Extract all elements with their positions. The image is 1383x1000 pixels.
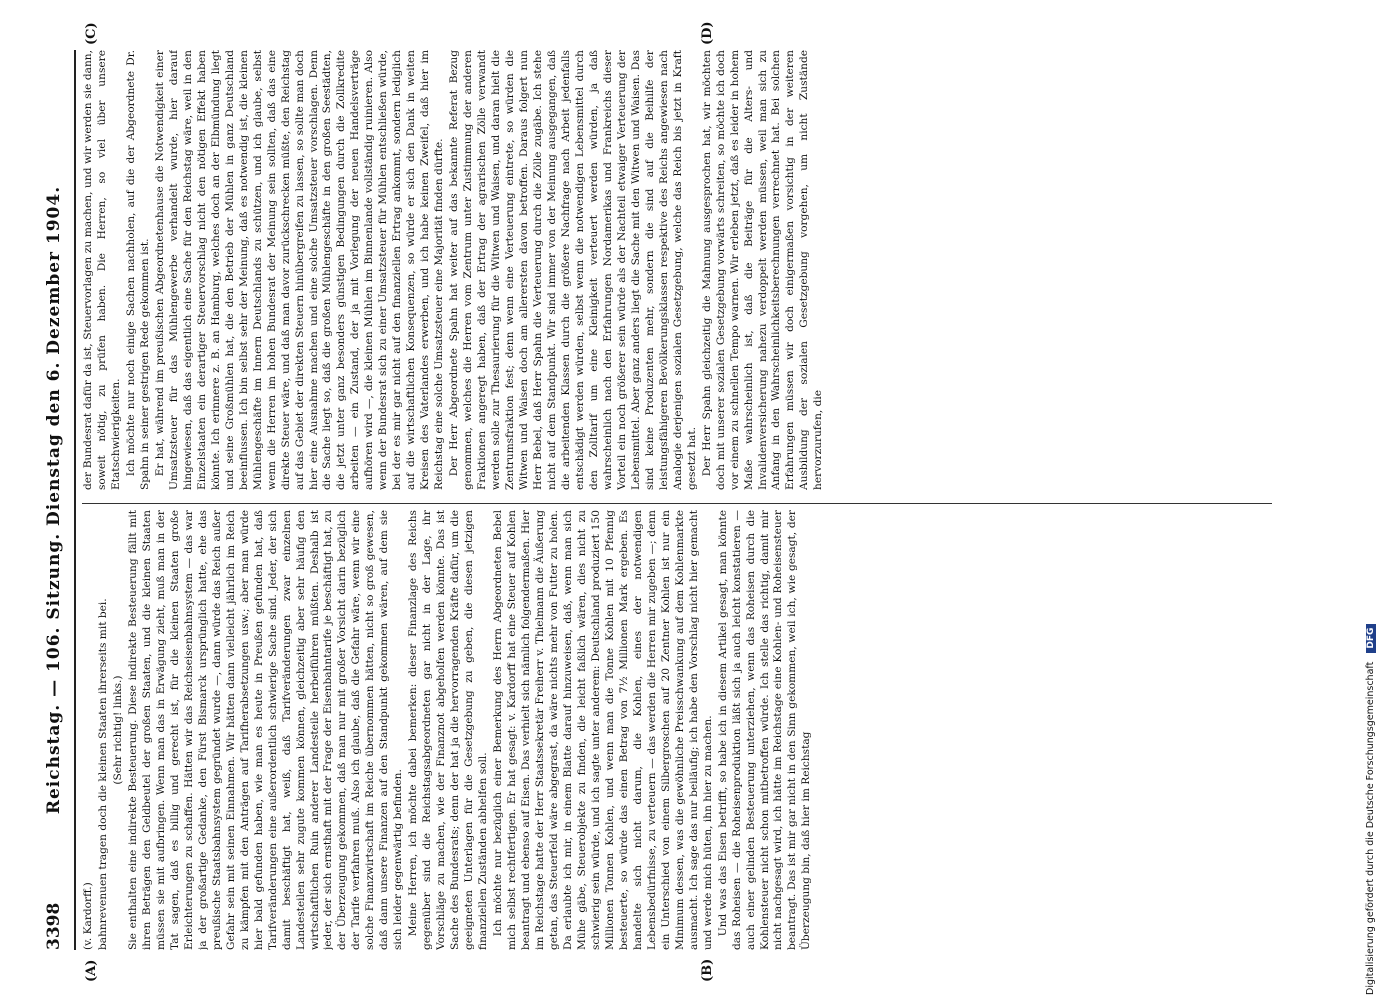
page-header	[44, 50, 72, 950]
paragraph: Der Herr Abgeordnete Spahn hat weiter auf das bekannte Referat Bezug genommen, welches die Herren vom Zentrum unter Zustimmung der anderen Fraktionen angeregt haben, daß der Ertrag der agrarischen Zölle verwandt werden solle zur Thesaurierung für die Witwen und Waisen, und daran hielt die Zentrumsfraktion fest; denn wenn eine Verteuerung eintrete, so würden die Witwen und Waisen doch am allerersten davon betroffen. Daraus folgert nun Herr Bebel, daß Herr Spahn die Verteuerung durch die Zölle zugäbe. Ich stehe nicht auf dem Standpunkt. Wir sind immer von der Meinung ausgegangen, daß die arbeitenden Klassen durch die größere Nachfrage nach Arbeit jedenfalls entschädigt werden würden, selbst wenn die notwendigen Lebensmittel durch den Zolltarif um eine Kleinigkeit verteuert werden würden, ja daß wahrscheinlich nach den Erfahrungen Nordamerikas und Frankreichs dieser Vorteil ein noch größerer sein würde als der Nachteil etwaiger Verteuerung der Lebensmittel. Aber ganz anders liegt die Sache mit den Witwen und Waisen. Das sind keine Produzenten mehr, sondern die sind auf die Beihilfe der leistungsfähigeren Bevölkerungsklassen respektive des Reichs angewiesen nach Analogie derjenigen sozialen Gesetzgebung, welche das Reich bis jetzt in Kraft gesetzt hat.	[448, 50, 698, 490]
paragraph: Sie enthalten eine indirekte Besteuerung. Diese indirekte Besteuerung fällt mit ihren Beträgen den Geldbeutel der großen Staaten, und die kleinen Staaten müssen sie mit aufbringen. Wenn man das in Erwägung zieht, muß man in der Tat sagen, daß es billig und gerecht ist, für die kleinen Staaten große Erleichterungen zu schaffen. Hätten wir das Reichseisenbahnsystem — das war ja der großartige Gedanke, den Fürst Bismarck ursprünglich hatte, ehe das preußische Staatsbahnsystem gegründet wurde —, dann würde das Reich außer Gefahr sein mit seinen Einnahmen. Wir hätten dann vielleicht jährlich im Reich zu kämpfen mit den Anträgen auf Tarifherabsetzungen usw.; aber man würde hier bald gefunden haben, wie man es heute in Preußen gefunden hat, daß Tarifveränderungen eine außerordentlich schwierige Sache sind. Jeder, der sich damit beschäftigt hat, weiß, daß Tarifveränderungen zwar einzelnen Landesteilen sehr zugute kommen können, gleichzeitig aber sehr häufig den wirtschaftlichen Ruin anderer Landesteile herbeiführen müßten. Deshalb ist jeder, der sich ernsthaft mit der Frage der Eisenbahntarife je beschäftigt hat, zu der Überzeugung gekommen, daß man nur mit großer Vorsicht darin bezüglich der Tarife verfahren muß. Also ich glaube, daß die Gefahr wäre, wenn wir eine solche Finanzwirtschaft im Reiche übernommen hätten, nicht so groß gewesen, daß dann unsere Finanzen auf den Standpunkt gekommen wären, auf dem sie sich leider gegenwärtig befinden.	[126, 510, 405, 950]
paragraph: Der Herr Spahn gleichzeitig die Mahnung ausgesprochen hat, wir möchten doch mit unserer sozialen Gesetzgebung vorwärts schreiten, so möchte ich doch vor einem zu schnellen Tempo warnen. Wir erleben jetzt, daß es leider in hohem Maße wahrscheinlich ist, daß die Beiträge für die Alters- und Invalidenversicherung nahezu verdoppelt werden müssen, weil man sich zu Anfang in den Wahrscheinlichkeitsberechnungen verrechnet hat. Bei solchen Erfahrungen müssen wir doch einigermaßen vorsichtig in der weiteren Ausbildung der sozialen Gesetzgebung vorgehen, um nicht Zustände hervorzurufen, die	[700, 50, 825, 490]
paragraph: der Bundesrat dafür da ist, Steuervorlagen zu machen, und wir werden sie dann, soweit nötig, zu prüfen haben. Die Herren, so viel über unsere Etatschwierigkeiten.	[82, 50, 122, 490]
paragraph: Ich möchte nur noch einige Sachen nachholen, auf die der Abgeordnete Dr. Spahn in seiner gestrigen Rede gekommen ist.	[124, 50, 151, 490]
paragraph: Ich möchte nur bezüglich einer Bemerkung des Herrn Abgeordneten Bebel mich selbst rechtfertigen. Er hat gesagt: v. Kardorff hat eine Steuer auf Kohlen beantragt und ebenso auf Eisen. Das verhielt sich nämlich folgendermaßen. Hier im Reichstage hatte der Herr Staatssekretär Freiherr v. Thielmann die Äußerung getan, das Steuerfeld wäre abgegrast, da wäre nichts mehr von Futter zu holen. Da erlaubte ich mir, in einem Blatte darauf hinzuweisen, daß, wenn man sich Mühe gäbe, Steuerobjekte zu finden, die leicht faßlich wären, dies nicht zu schwierig sein würde, und ich sagte unter anderem: Deutschland produziert 150 Millionen Tonnen Kohlen, und wenn man die Tonne Kohlen mit 10 Pfennig besteuerte, so würde das einen Betrag von 7½ Millionen Mark ergeben. Es handelte sich nicht darum, die Kohlen, eines der notwendigen Lebensbedürfnisse, zu verteuern — das werden die Herren mir zugeben —; denn ein Unterschied von einem Silbergroschen auf 20 Zentner Kohlen ist nur ein Minimum dessen, was die gewöhnliche Preisschwankung auf dem Kohlenmarkte ausmacht. Ich sage das nur beiläufig; ich habe den Vorschlag nicht hier gemacht und werde mich hüten, ihn hier zu machen.	[492, 510, 714, 950]
margin-marker-d: (D)	[700, 21, 715, 45]
dfg-logo: DFG	[1366, 624, 1376, 653]
paragraph: Er hat, während im preußischen Abgeordnetenhause die Notwendigkeit einer Umsatzsteuer für das Mühlengewerbe verhandelt wurde, hier darauf hingewiesen, daß das eigentlich eine Sache für den Reichstag wäre, weil in den Einzelstaaten ein derartiger Steuervorschlag nicht den nötigen Effekt haben könnte. Ich erinnere z. B. an Hamburg, welches doch an der Elbmündung liegt und seine Großmühlen hat, die den Betrieb der Mühlen in ganz Deutschland beeinflussen. Ich bin selbst sehr der Meinung, daß es notwendig ist, die kleinen Mühlengeschäfte im Innern Deutschlands zu schützen, und ich glaube, selbst wenn die Herren im hohen Bundesrat der Meinung sein sollten, daß das eine direkte Steuer wäre, und daß man davor zurückschrecken müßte, den Reichstag auf das Gebiet der direkten Steuern hinübergreifen zu lassen, so sollte man doch hier eine Ausnahme machen und eine solche Umsatzsteuer vorschlagen. Denn die Sache liegt so, daß die großen Mühlengeschäfte in den großen Seestädten, die jetzt unter ganz besonders günstigen Bedingungen durch die Zollkredite arbeiten — ein Zustand, der ja mit Vorlegung der neuen Handelsverträge aufhören wird —, die kleinen Mühlen im Binnenlande vollständig ruinieren. Also wenn der Bundesrat sich zu einer Umsatzsteuer für Mühlen entschließen würde, bei der es mir gar nicht auf den finanziellen Ertrag ankommt, sondern lediglich auf die wirtschaftlichen Konsequenzen, so würde er sich den Dank in weiten Kreisen des Vaterlandes erwerben, und ich habe keinen Zweifel, daß hier im Reichstag eine solche Umsatzsteuer eine Majorität finden dürfte.	[153, 50, 446, 490]
interjection: (Sehr richtig! links.)	[111, 675, 124, 785]
paragraph: bahnrevenuen tragen doch die kleinen Staaten ihrerseits mit bei.	[96, 598, 109, 950]
margin-marker-b: (B)	[700, 958, 715, 982]
left-column	[82, 510, 1282, 950]
column-divider	[82, 503, 1272, 504]
margin-marker-a: (A)	[84, 959, 99, 982]
right-column	[82, 50, 1282, 490]
paragraph: Und was das Eisen betrifft, so habe ich in diesem Artikel gesagt, man könnte das Roheisen — die Roheisenproduktion läßt sich ja auch leicht konstatieren — auch einer gelinden Besteuerung unterziehen, wenn das Roheisen durch die Kohlensteuer nicht schon mitbetroffen würde. Ich stelle das richtig, damit mir nicht nachgesagt wird, ich hätte im Reichstage eine Kohlen- und Roheisensteuer beantragt. Das ist mir gar nicht in den Sinn gekommen, weil ich, wie gesagt, der Überzeugung bin, daß hier im Reichstag	[716, 510, 813, 950]
digitization-note: Digitalisierung gefördert durch die Deutsche Forschungsgemeinschaft	[1365, 661, 1376, 995]
page-number: 3398	[44, 902, 64, 950]
speaker-tag: (v. Kardorff.)	[82, 882, 94, 950]
paragraph: Meine Herren, ich möchte dabei bemerken: dieser Finanzlage des Reichs gegenüber sind die Reichstagsabgeordneten gar nicht in der Lage, ihr Vorschläge zu machen, wie der Finanznot abgeholfen werden könnte. Das ist Sache des Bundesrats; denn der hat ja die hervorragenden Kräfte dafür, um die geeigneten Unterlagen für die Gesetzgebung zu geben, die diesen jetzigen finanziellen Zuständen abhelfen soll.	[407, 510, 490, 950]
header-rule	[74, 50, 76, 950]
page-title: Reichstag. — 106. Sitzung. Dienstag den 6. Dezember 1904.	[44, 185, 64, 815]
digitization-stamp	[1365, 10, 1379, 995]
margin-marker-c: (C)	[84, 22, 99, 45]
